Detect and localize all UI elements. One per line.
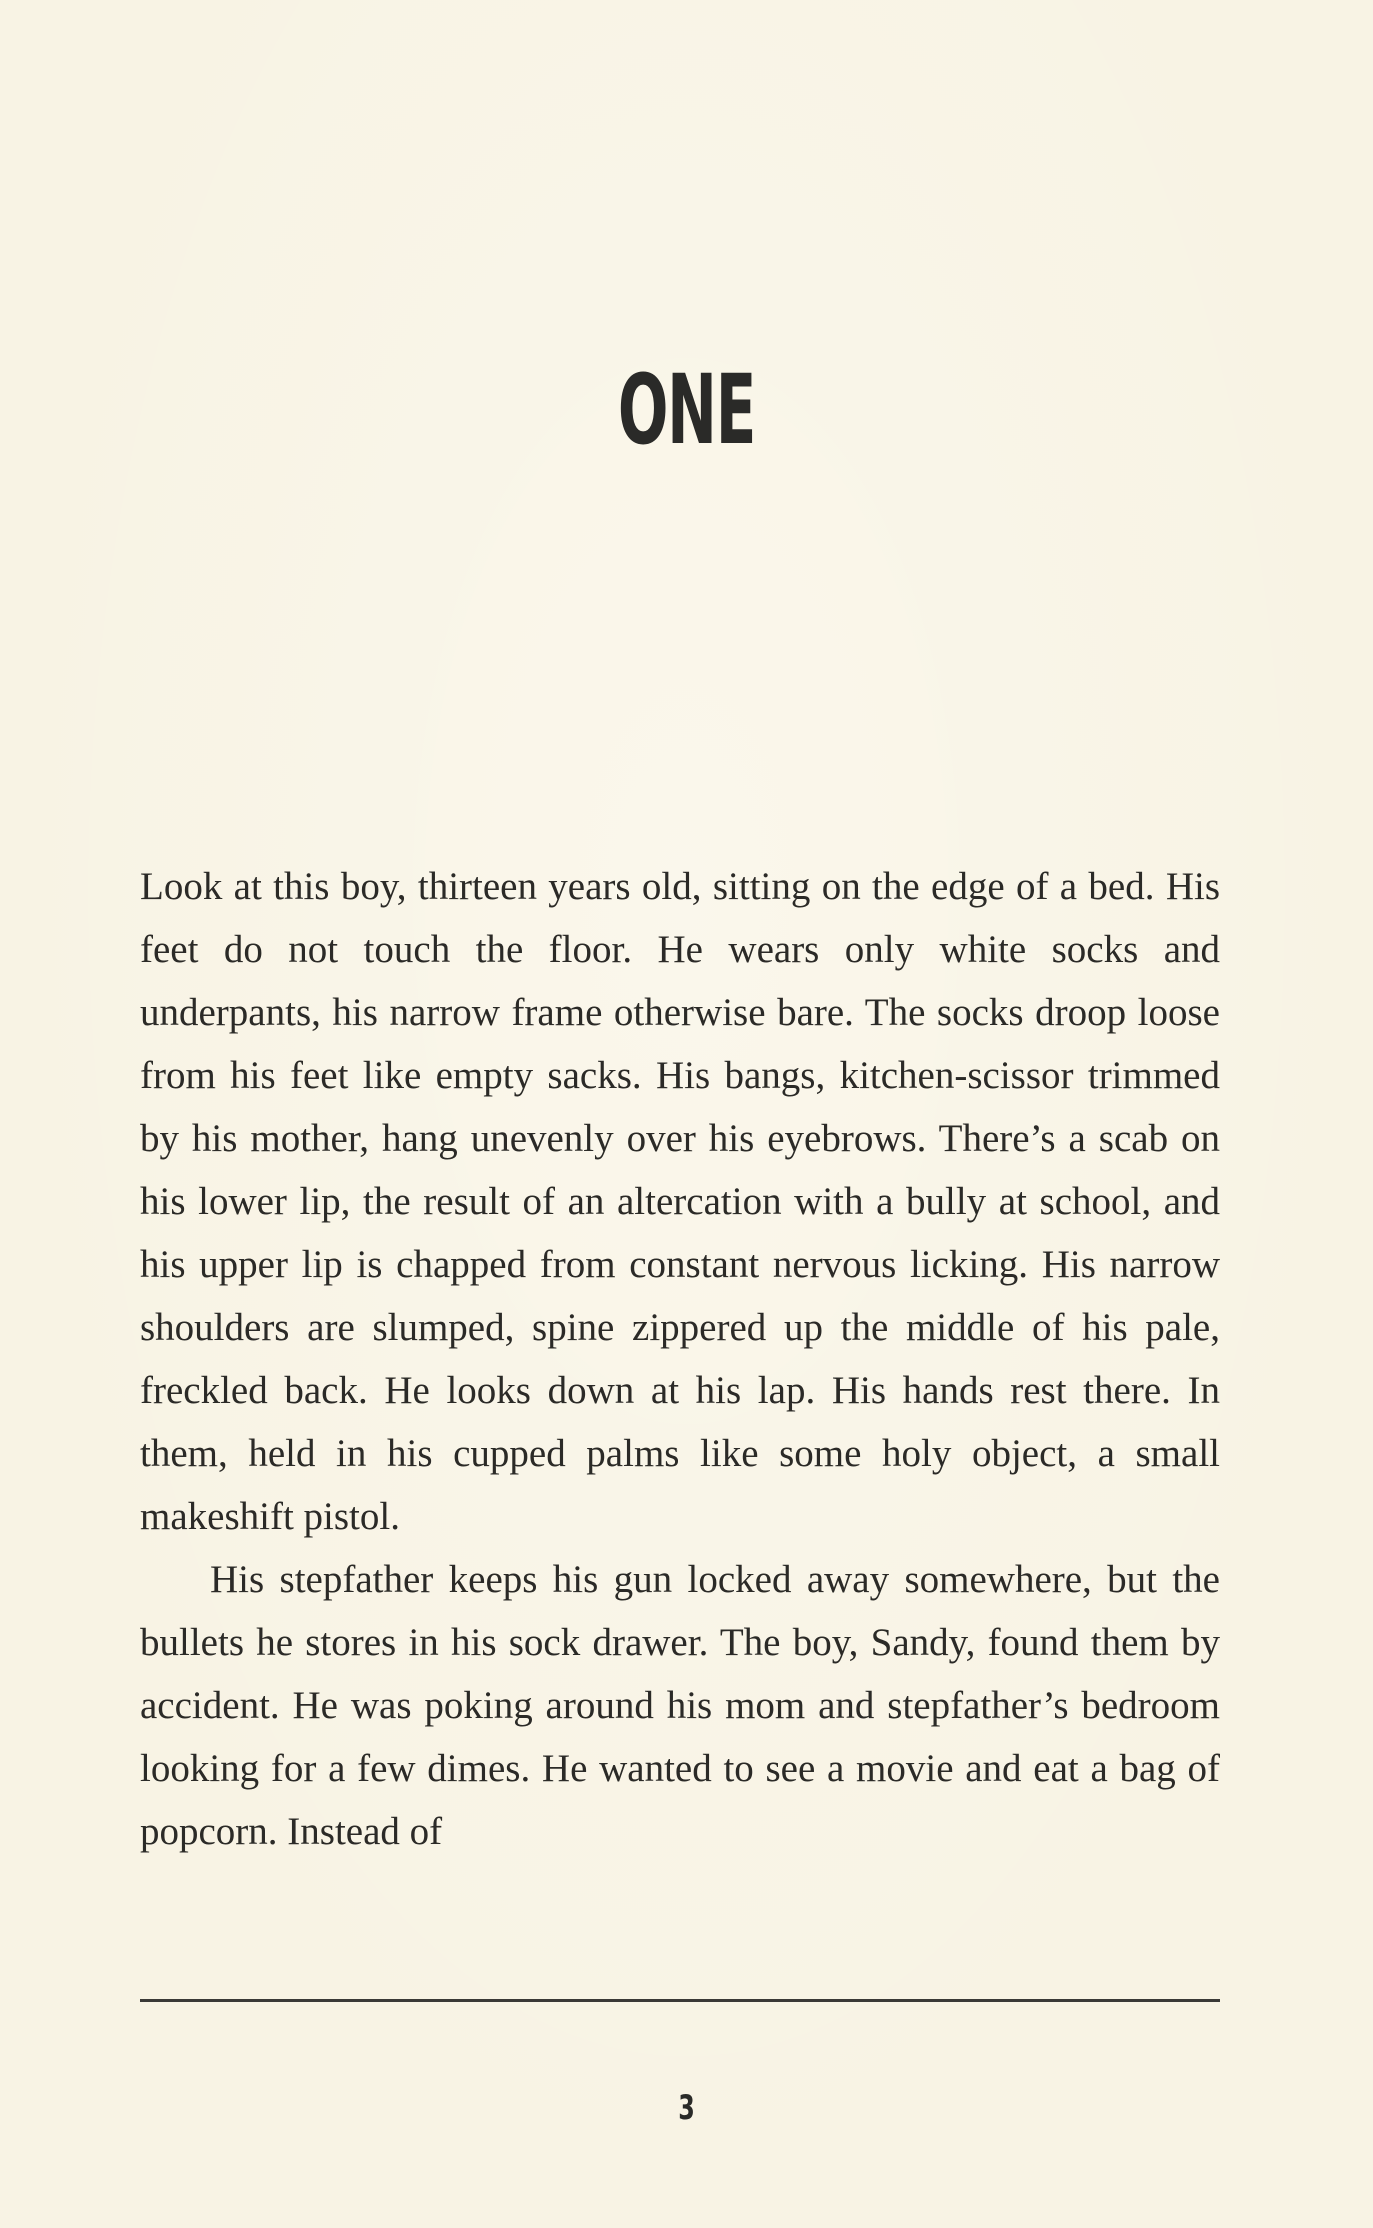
page-number: 3 — [678, 2088, 695, 2128]
chapter-body — [140, 855, 1220, 1863]
paragraph-2: His stepfather keeps his gun locked away somewhere, but the bullets he stores in his sock drawer. The boy, Sandy, found them by accident. He was poking around his mom and stepfather’s bedroom looking for a few dimes. He wanted to see a movie and eat a bag of popcorn. Instead of — [140, 1558, 1220, 1853]
chapter-title: ONE — [617, 354, 756, 466]
paragraph-1: Look at this boy, thirteen years old, sitting on the edge of a bed. His feet do not touch the floor. He wears only white socks and underpants, his narrow frame otherwise bare. The socks droop loose from his feet like empty sacks. His bangs, kitchen-scissor trimmed by his mother, hang unevenly over his eyebrows. There’s a scab on his lower lip, the result of an altercation with a bully at school, and his upper lip is chapped from constant nervous licking. His narrow shoulders are slumped, spine zippered up the middle of his pale, freckled back. He looks down at his lap. His hands rest there. In them, held in his cupped palms like some holy object, a small makeshift pistol. — [140, 865, 1220, 1538]
footer-divider — [140, 1999, 1220, 2002]
